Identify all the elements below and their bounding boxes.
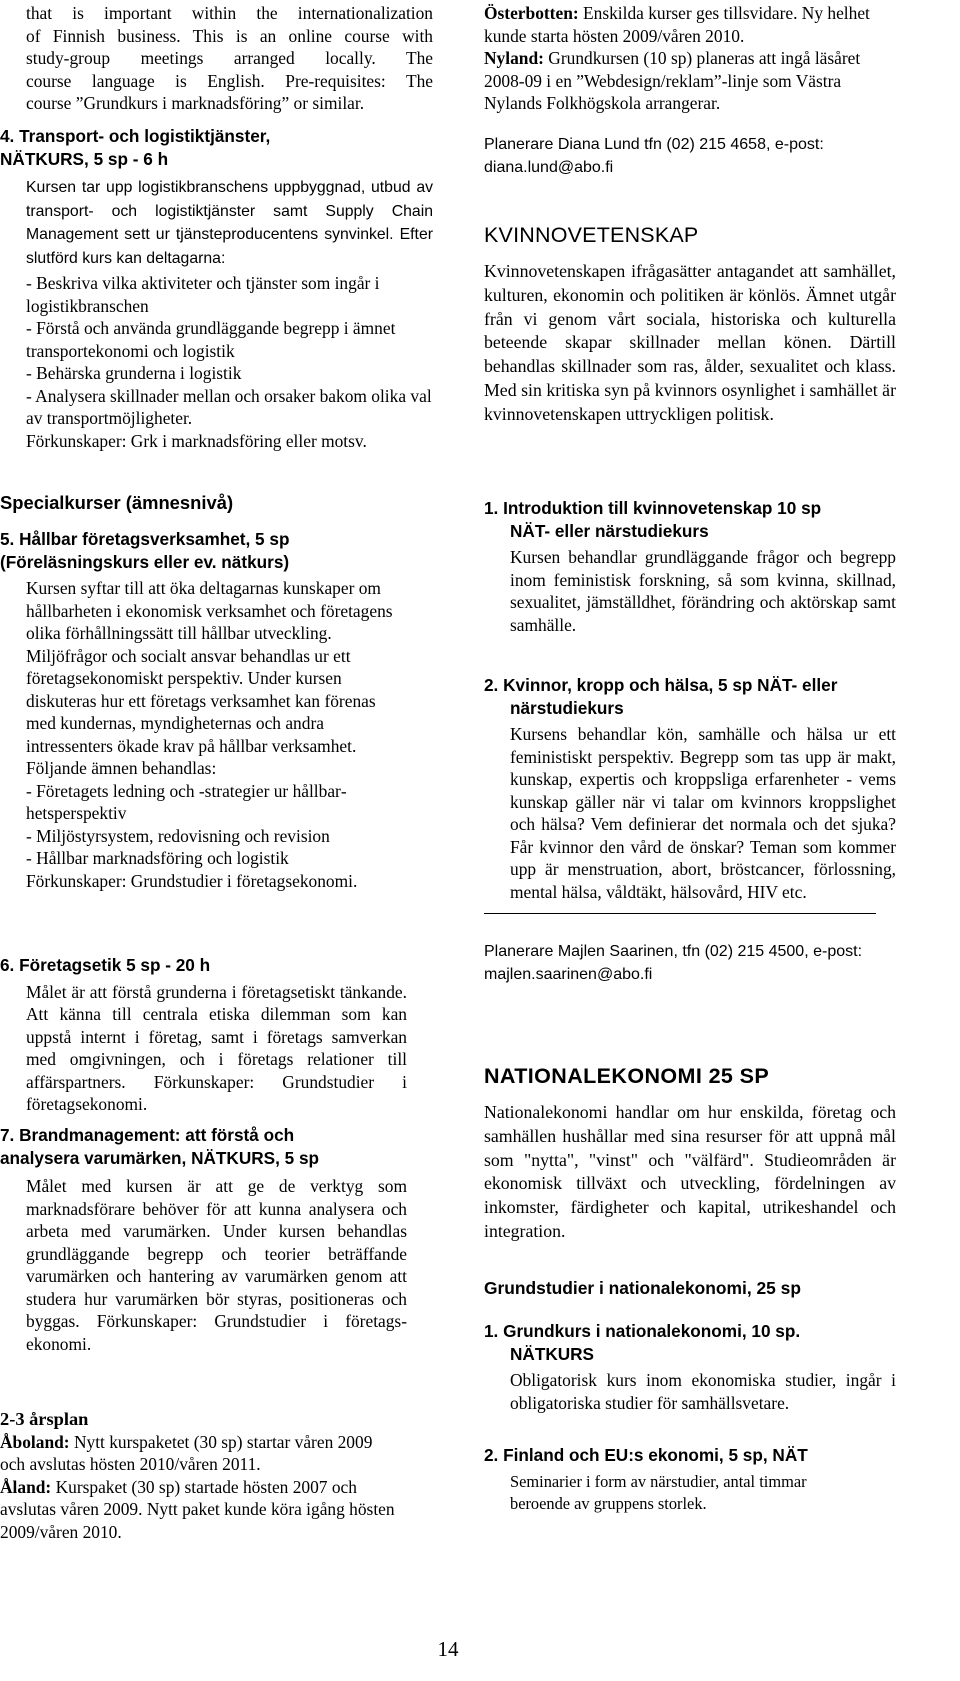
kv-course-2-title: 2. Kvinnor, kropp och hälsa, 5 sp NÄT- eller närstudiekurs	[484, 675, 838, 718]
course-7-description: Målet med kursen är att ge de verktyg som marknadsförare behöver för att kunna analysera och arbeta med varumärken. Under kursen behandlas grundläggande begrepp och teorier beträffande varumärken och hantering av varumärken genom att studera hur varumärken bör styras, positioneras och byggas. Förkunskaper: Grundstudier i företags-ekonomi.	[26, 1176, 407, 1354]
course-7	[0, 1124, 440, 1355]
ne-course-1	[484, 1320, 896, 1414]
prerequisites: Förkunskaper: Grundstudier i företagsekonomi.	[26, 870, 358, 891]
section-heading: KVINNOVETENSKAP	[484, 223, 699, 247]
kv-course-1	[484, 497, 896, 636]
kv-course-1-description: Kursen behandlar grundläggande frågor och begrepp inom feministisk forskning, så som kvinna, skillnad, sexualitet, jämställdhet, förändring och aktörskap samt samhälle.	[510, 547, 896, 635]
course-6	[0, 954, 440, 1116]
regional-plans	[484, 2, 896, 115]
ne-course-2-description: Seminarier i form av närstudier, antal timmar beroende av gruppens storlek.	[510, 1471, 807, 1513]
intro-paragraph	[26, 2, 433, 115]
plan-section	[0, 1408, 400, 1543]
text-line: of Finnish business. This is an online course with	[26, 25, 433, 46]
course-5-description: Kursen syftar till att öka deltagarnas kunskaper om hållbarheten i ekonomisk verksamhet och företagens olika förhållningssätt till hållbar utveckling. Miljöfrågor och socialt ansvar behandlas ur ett företagsekonomiskt perspektiv. Under kursen diskuteras hur ett företags verksamhet kan förenas med kundernas, myndigheternas och andra intressenters ökade krav på hållbar verksamhet. Följande ämnen behandlas:	[26, 578, 393, 778]
ne-course-1-title: 1. Grundkurs i nationalekonomi, 10 sp. NÄTKURS	[484, 1321, 801, 1364]
plan-heading: 2-3 årsplan	[0, 1409, 89, 1429]
list-item: - Hållbar marknadsföring och logistik	[26, 848, 289, 868]
section-heading: NATIONALEKONOMI 25 SP	[484, 1064, 770, 1088]
ne-course-2	[484, 1444, 896, 1515]
ne-course-1-description: Obligatorisk kurs inom ekonomiska studier, ingår i obligatoriska studier för samhällsvetare.	[510, 1370, 896, 1413]
course-4-description: Kursen tar upp logistikbranschens uppbyggnad, utbud av transport- och logistiktjänster samt Supply Chain Management sett ur tjänsteproducentens synvinkel. Efter slutförd kurs kan deltagarna:	[26, 179, 433, 267]
text-line: course language is English. Pre-requisites: The	[26, 70, 433, 91]
divider	[484, 913, 876, 914]
plan-aboland: Åboland: Nytt kurspaketet (30 sp) startar våren 2009 och avslutas hösten 2010/våren 2011.	[0, 1431, 373, 1474]
course-4-title: 4. Transport- och logistiktjänster, NÄTKURS, 5 sp - 6 h	[0, 126, 271, 169]
list-item: - Förstå och använda grundläggande begrepp i ämnet transportekonomi och logistik	[26, 318, 396, 361]
section-heading: Specialkurser (ämnesnivå)	[0, 492, 234, 513]
ne-course-2-title: 2. Finland och EU:s ekonomi, 5 sp, NÄT	[484, 1445, 808, 1465]
course-5-title: 5. Hållbar företagsverksamhet, 5 sp (Föreläsningskurs eller ev. nätkurs)	[0, 529, 290, 572]
list-item: - Analysera skillnader mellan och orsaker bakom olika val av transportmöjligheter.	[26, 385, 432, 429]
ne-description: Nationalekonomi handlar om hur enskilda, företag och samhällen hushållar med sina resurser för att uppnå mål som "nytta", "vinst" och "välfärd". Studieområden är ekonomisk tillväxt och utveckling, fördelningen av inkomster, färdigheter och kapital, utrikeshandel och integration.	[484, 1102, 896, 1241]
text-line: that is important within the internationalization	[26, 3, 433, 23]
list-item: - Företagets ledning och -strategier ur hållbarhetsperspektiv	[26, 780, 347, 823]
list-item: - Miljöstyrsystem, redovisning och revision	[26, 825, 330, 846]
course-7-title: 7. Brandmanagement: att förstå och analysera varumärken, NÄTKURS, 5 sp	[0, 1125, 320, 1168]
course-5	[0, 528, 440, 892]
planner-contact: Planerare Diana Lund tfn (02) 215 4658, e-post: diana.lund@abo.fi	[484, 136, 824, 176]
plan-aland: Åland: Kurspaket (30 sp) startade hösten 2007 och avslutas våren 2009. Nytt paket kunde köra igång hösten 2009/våren 2010.	[0, 1476, 395, 1542]
page-number: 14	[437, 1637, 459, 1661]
course-6-description: Målet är att förstå grunderna i företagsetiskt tänkande. Att känna till centrala etiska dilemman som kan uppstå internt i företag, samt i företags samverkan med omgivningen, och i företags relationer till affärspartners. Förkunskaper: Grundstudier i företagsekonomi.	[26, 981, 407, 1114]
prerequisites: Förkunskaper: Grk i marknadsföring eller motsv.	[26, 430, 367, 451]
kv-course-2-description: Kursens behandlar kön, samhälle och hälsa ur ett feministiskt perspektiv. Begrepp som tas upp är makt, kunskap, expertis och kroppsliga erfarenheter - vems kunskap gäller när vi talar om kvinnors kroppslighet och hälsa? Vem definierar det normala och det sjuka? Får kvinnor den vård de önskar? Teman som kommer upp är menstruation, abort, bröstcancer, förlossning, mental hälsa, våldtäkt, hälsovård, HIV etc.	[510, 724, 896, 902]
list-item: - Beskriva vilka aktiviteter och tjänster som ingår i logistikbranschen	[26, 273, 380, 316]
text-line: study-group meetings arranged locally. The	[26, 48, 433, 68]
kv-course-2	[484, 674, 896, 903]
kv-course-1-title: 1. Introduktion till kvinnovetenskap 10 sp NÄT- eller närstudiekurs	[484, 498, 822, 541]
course-6-title: 6. Företagsetik 5 sp - 20 h	[0, 955, 211, 975]
course-4	[0, 125, 440, 452]
list-item: - Behärska grunderna i logistik	[26, 363, 242, 384]
plan-osterbotten: Österbotten: Enskilda kurser ges tillsvidare. Ny helhet kunde starta hösten 2009/våren 2010.	[484, 3, 870, 46]
sub-heading: Grundstudier i nationalekonomi, 25 sp	[484, 1278, 801, 1298]
plan-nyland: Nyland: Grundkursen (10 sp) planeras att ingå läsåret 2008-09 i en ”Webdesign/reklam”-linje som Västra Nylands Folkhögskola arrangerar.	[484, 48, 861, 113]
text-line: course ”Grundkurs i marknadsföring” or similar.	[26, 93, 365, 113]
kv-description: Kvinnovetenskapen ifrågasätter antagandet att samhället, kulturen, ekonomin och politiken är könlös. Ämnet utgår från vi genom vårt sociala, historiska och kulturella beteende skapar skillnader mellan könen. Därtill behandlas skillnader som ras, ålder, sexualitet och klass. Med sin kritiska syn på kvinnors osynlighet i samhället är kvinnovetenskapen uttryckligen politisk.	[484, 261, 896, 424]
planner-contact: Planerare Majlen Saarinen, tfn (02) 215 4500, e-post: majlen.saarinen@abo.fi	[484, 943, 863, 983]
